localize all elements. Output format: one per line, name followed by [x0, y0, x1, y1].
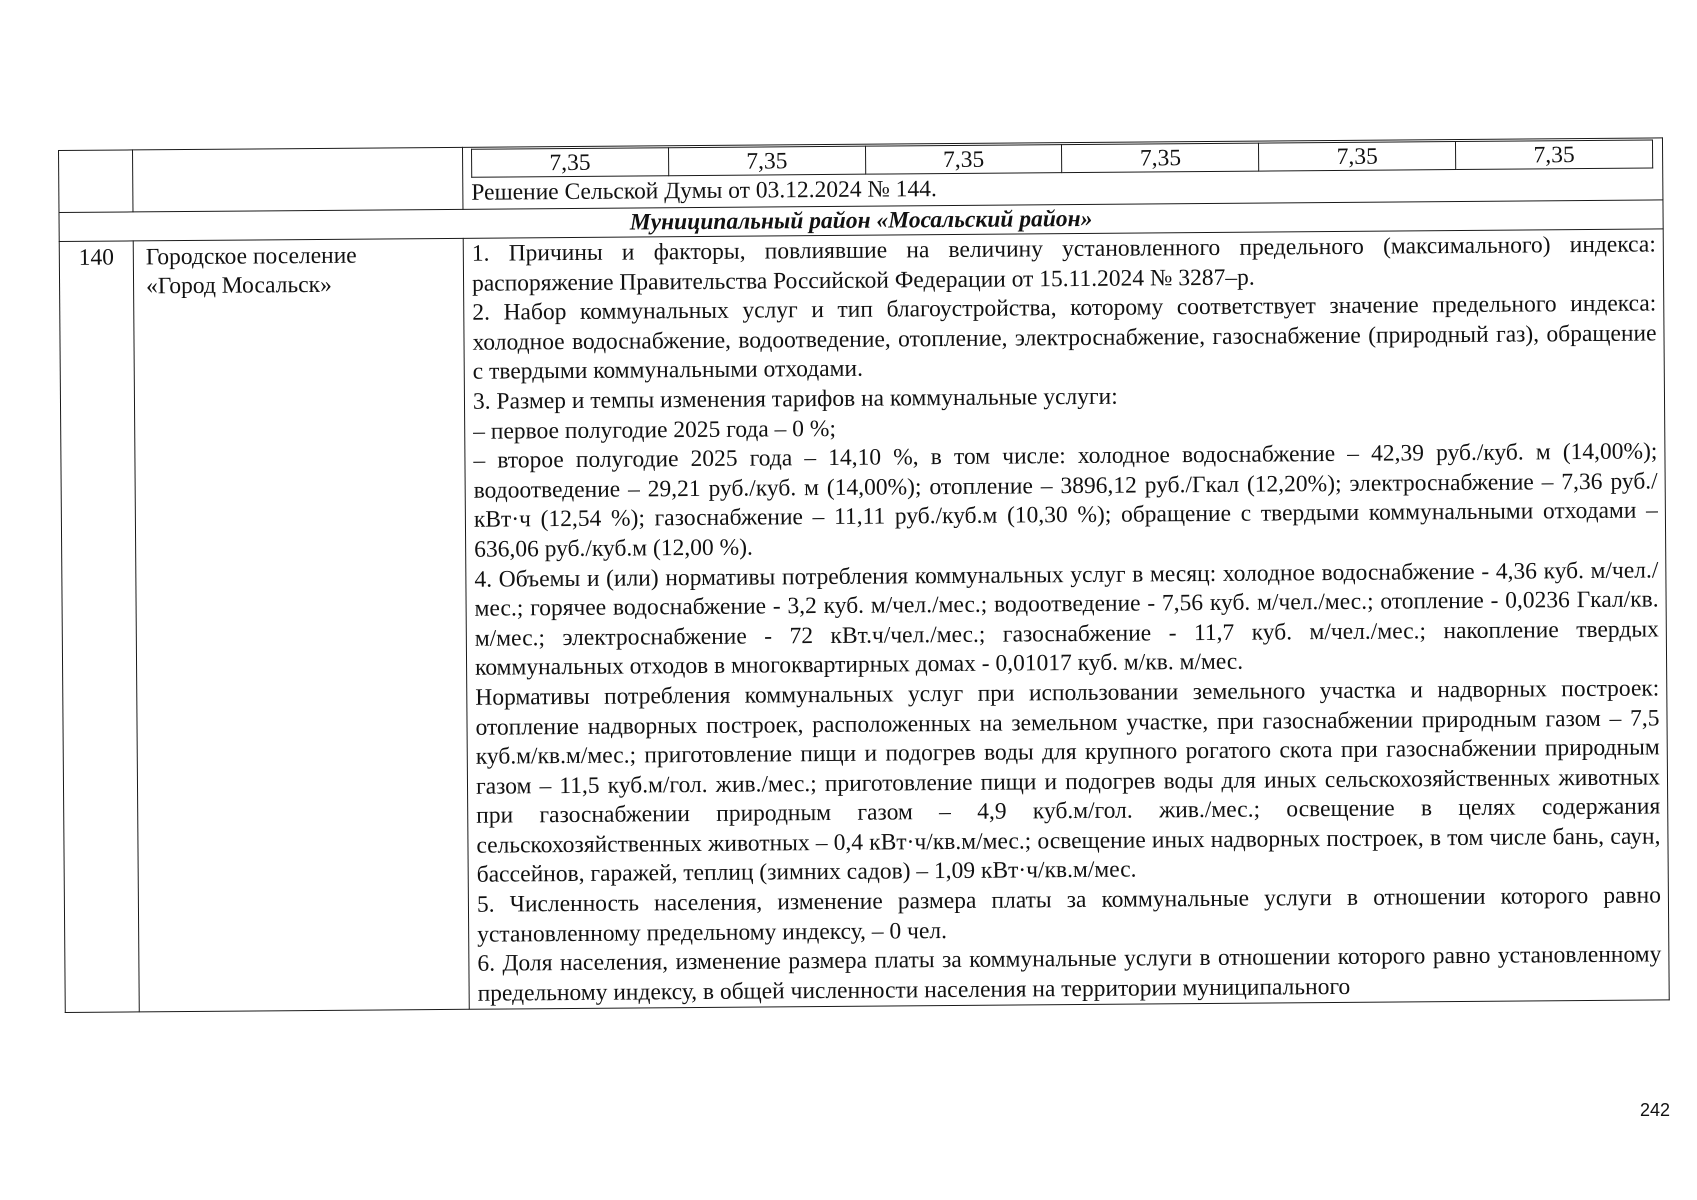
- decision-reference: Решение Сельской Думы от 03.12.2024 № 144.: [471, 176, 937, 206]
- municipality-name-cell: [133, 238, 469, 1012]
- entry-description-cell: [463, 229, 1669, 1010]
- values-cell: [462, 138, 1662, 209]
- index-value-cell: 7,35: [668, 146, 865, 176]
- index-value-cell: 7,35: [1456, 140, 1653, 170]
- paragraph-services-set: 2. Набор коммунальных услуг и тип благоустройства, которому соответствует значение предельного индекса: холодное водоснабжение, водоотведение, отопление, электроснабжение, газоснабжение (природный газ), обращение с твердыми коммунальными отходами.: [472, 290, 1657, 386]
- page-number: 242: [1640, 1100, 1671, 1120]
- tariff-table: [58, 137, 1670, 1013]
- paragraph-consumption-norms: 4. Объемы и (или) нормативы потребления коммунальных услуг в месяц: холодное водоснабжение - 4,36 куб. м/чел./мес.; горячее водоснабжение - 3,2 куб. м/чел./мес.; водоотведение - 7,56 куб. м/чел./мес.; отопление - 0,0236 Гкал/кв. м/мес.; электроснабжение - 72 кВт.ч/чел./мес.; газоснабжение - 11,7 куб. м/чел./мес.; накопление твердых коммунальных отходов в многоквартирных домах - 0,01017 куб. м/кв. м/мес.: [474, 556, 1659, 682]
- index-value-cell: 7,35: [472, 148, 669, 178]
- paragraph-factors: 1. Причины и факторы, повлиявшие на величину установленного предельного (максимального) индекса: распоряжение Правительства Российской Федерации от 15.11.2024 № 3287–р.: [471, 231, 1656, 297]
- municipality-type: Городское поселение: [145, 242, 357, 271]
- index-value-cell: 7,35: [1259, 142, 1456, 172]
- paragraph-first-half: – первое полугодие 2025 года – 0 %;: [473, 415, 837, 445]
- paragraph-second-half: – второе полугодие 2025 года – 14,10 %, в том числе: холодное водоснабжение – 42,39 руб./куб. м (14,00%); водоотведение – 29,21 руб./куб. м (14,00%); отопление – 3896,12 руб./Гкал (12,20%); электроснабжение – 7,36 руб./кВт·ч (12,54 %); газоснабжение – 11,11 руб./куб.м (10,30 %); обращение с твердыми коммунальными отходами – 636,06 руб./куб.м (12,00 %).: [473, 438, 1658, 563]
- paragraph-population-share: 6. Доля населения, изменение размера платы за коммунальные услуги в отношении которого равно установленному предельному индексу, в общей численности населения на территории муниципального: [477, 941, 1662, 1007]
- index-value-cell: 7,35: [865, 145, 1062, 175]
- paragraph-land-plot-norms: Нормативы потребления коммунальных услуг при использовании земельного участка и надворных построек: отопление надворных построек, расположенных на земельном участке, при газоснабжении природным газом – 7,5 куб.м/кв.м/мес.; приготовление пищи и подогрев воды для крупного рогатого скота при газоснабжении природным газом – 11,5 куб.м/гол. жив./мес.; приготовление пищи и подогрев воды для иных сельскохозяйственных животных при газоснабжении природным газом – 4,9 куб.м/гол. жив./мес.; освещение в целях содержания сельскохозяйственных животных – 0,4 кВт·ч/кв.м/мес.; освещение иных надворных построек, в том числе бань, саун, бассейнов, гаражей, теплиц (зимних садов) – 1,09 кВт·ч/кв.м/мес.: [475, 675, 1661, 889]
- paragraph-population-count: 5. Численность населения, изменение размера платы за коммунальные услуги в отношении которого равно установленному предельному индексу, – 0 чел.: [476, 882, 1662, 948]
- index-value-cell: 7,35: [1062, 143, 1259, 173]
- entry-row: [59, 229, 1669, 1013]
- empty-name-cell: [133, 147, 463, 212]
- region-heading: Муниципальный район «Мосальский район»: [59, 200, 1663, 242]
- entry-number: 140: [59, 241, 139, 1013]
- municipality-name: «Город Мосальск»: [145, 271, 332, 300]
- paragraph-tariff-heading: 3. Размер и темпы изменения тарифов на коммунальные услуги:: [472, 383, 1118, 415]
- empty-number-cell: [59, 150, 133, 213]
